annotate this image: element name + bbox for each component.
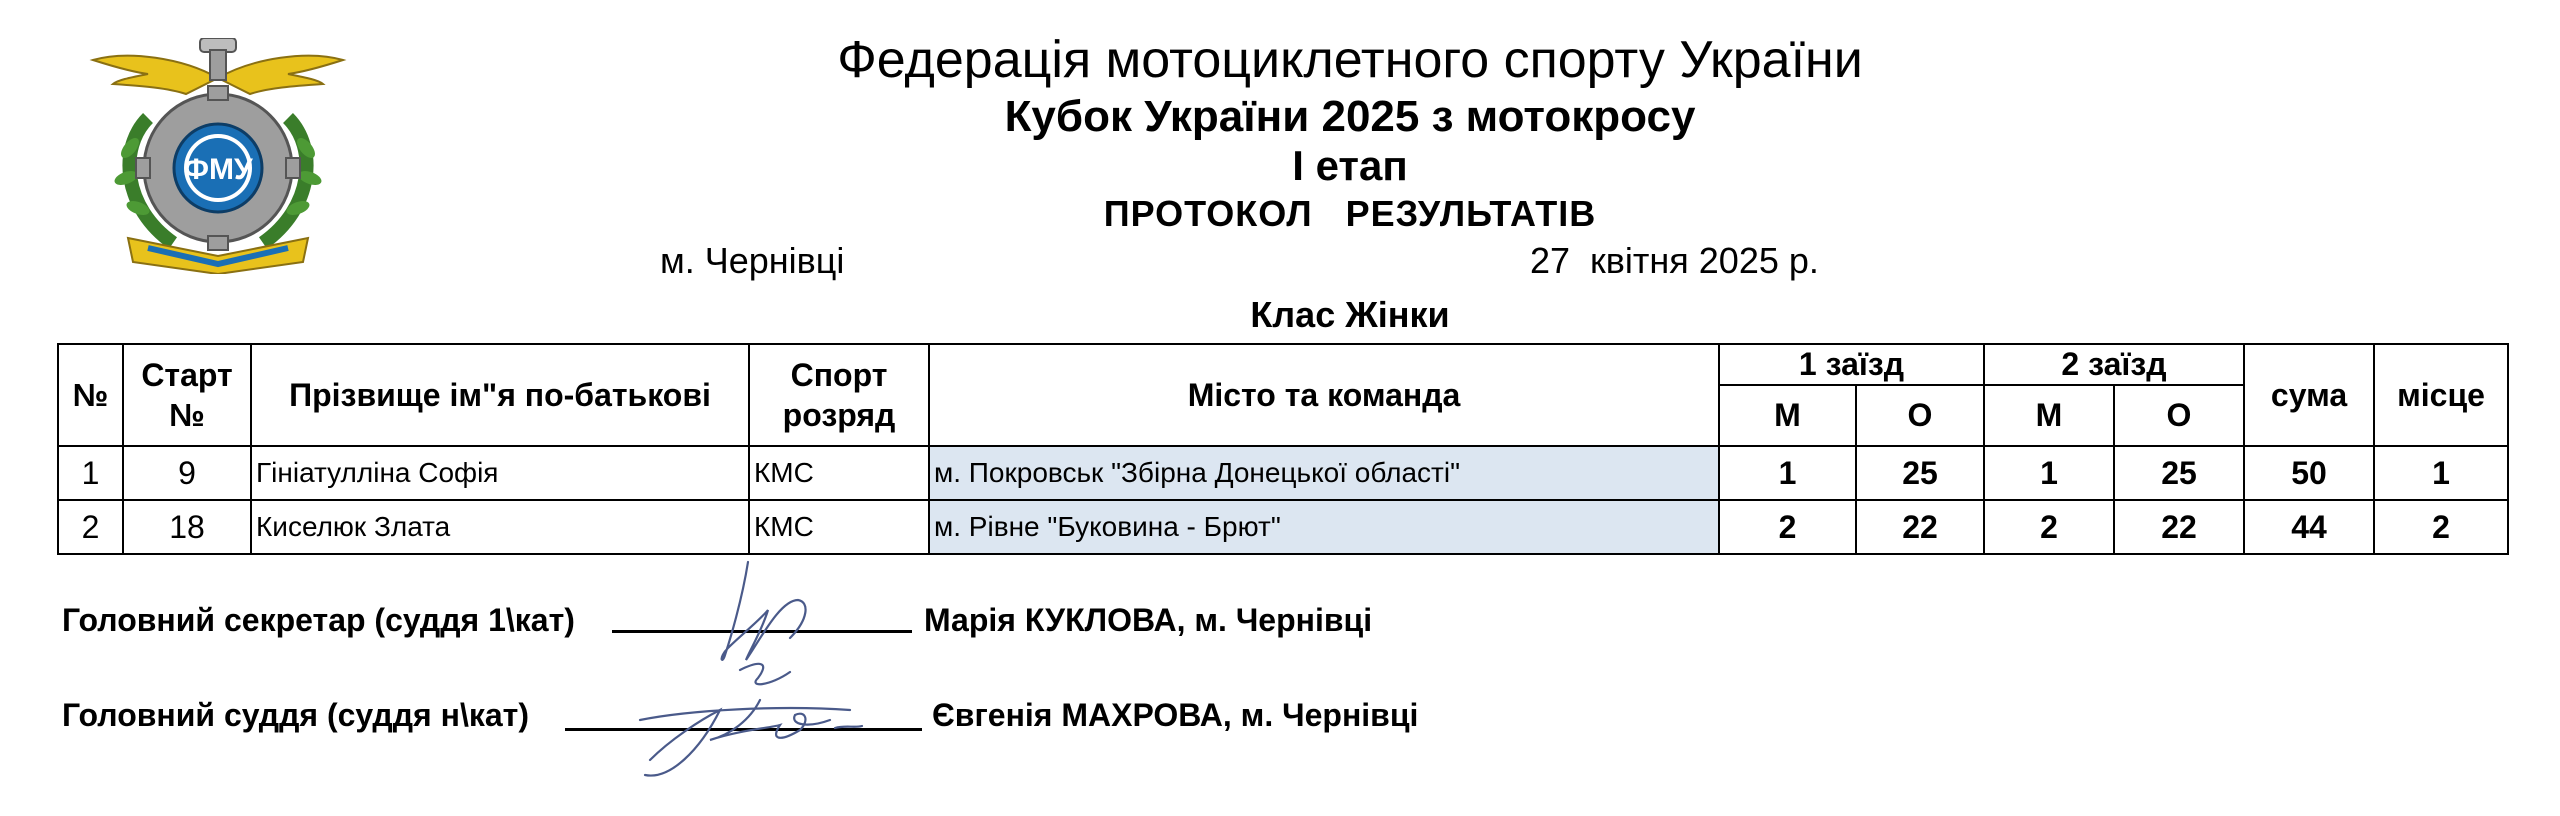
row-rank: КМС — [749, 446, 929, 500]
judge-label: Головний суддя (суддя н\кат) — [62, 697, 529, 733]
col-name-header: Прізвище ім"я по-батькові — [251, 344, 749, 446]
stage-title: І етап — [1292, 142, 1408, 189]
row-rank: КМС — [749, 500, 929, 554]
race2-o-header: О — [2114, 385, 2244, 446]
col-sum-header: сума — [2244, 344, 2374, 446]
results-table — [57, 343, 2509, 555]
row-team: м. Покровськ "Збірна Донецької області" — [929, 446, 1719, 500]
row-sum: 50 — [2244, 446, 2374, 500]
row-place: 2 — [2374, 500, 2508, 554]
row-number: 1 — [58, 446, 123, 500]
row-race2-m: 1 — [1984, 446, 2114, 500]
row-race2-o: 25 — [2114, 446, 2244, 500]
judge-name: Євгенія МАХРОВА, м. Чернівці — [932, 697, 1419, 733]
row-race1-m: 1 — [1719, 446, 1856, 500]
table-row — [58, 500, 2508, 554]
table-row — [58, 446, 2508, 500]
row-race1-m: 2 — [1719, 500, 1856, 554]
row-team: м. Рівне "Буковина - Брют" — [929, 500, 1719, 554]
col-number-header: № — [58, 344, 123, 446]
row-number: 2 — [58, 500, 123, 554]
race2-header: 2 заїзд — [1984, 344, 2244, 385]
federation-logo — [88, 38, 348, 274]
col-place-header: місце — [2374, 344, 2508, 446]
event-city: м. Чернівці — [660, 240, 845, 281]
protocol-title: ПРОТОКОЛ РЕЗУЛЬТАТІВ — [1103, 193, 1597, 234]
row-place: 1 — [2374, 446, 2508, 500]
col-rank-header: Спорт розряд — [749, 344, 929, 446]
row-name: Киселюк Злата — [251, 500, 749, 554]
event-date: 27 квітня 2025 р. — [1530, 240, 1819, 281]
federation-name: Федерація мотоциклетного спорту України — [837, 31, 1863, 89]
race1-o-header: О — [1856, 385, 1984, 446]
secretary-name: Марія КУКЛОВА, м. Чернівці — [924, 602, 1373, 638]
row-start: 18 — [123, 500, 251, 554]
logo-text: ФМУ — [183, 153, 253, 186]
secretary-label: Головний секретар (суддя 1\кат) — [62, 602, 575, 638]
row-start: 9 — [123, 446, 251, 500]
row-race1-o: 25 — [1856, 446, 1984, 500]
race2-m-header: М — [1984, 385, 2114, 446]
col-start-header: Старт № — [123, 344, 251, 446]
row-sum: 44 — [2244, 500, 2374, 554]
row-race2-o: 22 — [2114, 500, 2244, 554]
handwritten-signature — [630, 560, 900, 785]
table-header-row — [58, 344, 2508, 385]
class-title: Клас Жінки — [1250, 294, 1450, 335]
row-name: Гініатулліна Софія — [251, 446, 749, 500]
race1-header: 1 заїзд — [1719, 344, 1984, 385]
col-team-header: Місто та команда — [929, 344, 1719, 446]
cup-title: Кубок України 2025 з мотокросу — [1004, 92, 1696, 141]
row-race2-m: 2 — [1984, 500, 2114, 554]
row-race1-o: 22 — [1856, 500, 1984, 554]
race1-m-header: М — [1719, 385, 1856, 446]
